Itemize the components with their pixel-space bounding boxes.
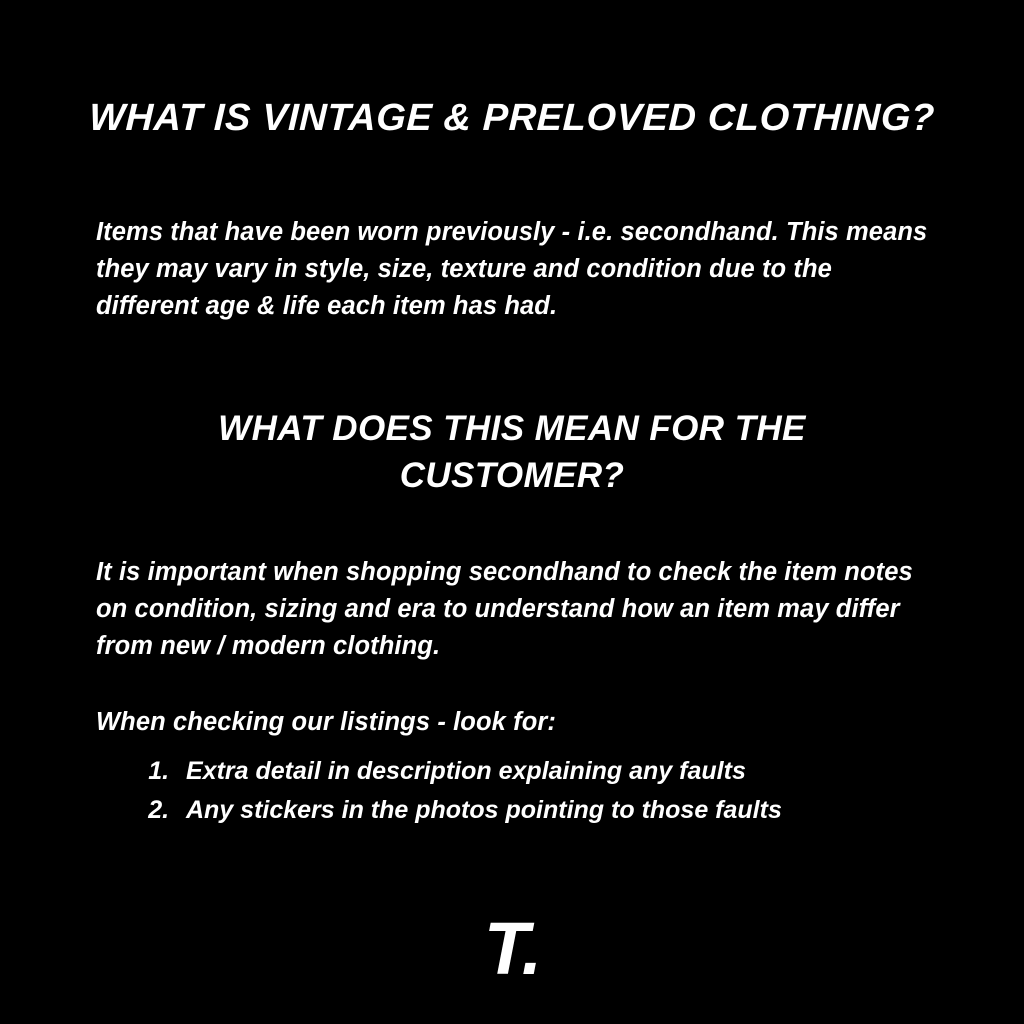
checklist — [118, 752, 996, 830]
list-item: 2. Any stickers in the photos pointing to those faults — [176, 791, 996, 830]
paragraph-customer-guidance: It is important when shopping secondhand to check the item notes on condition, sizing and era to understand how an item may differ from new / modern clothing. — [96, 557, 913, 660]
list-item: 1. Extra detail in description explaining any faults — [176, 752, 996, 791]
paragraph-definition: Items that have been worn previously - i.e. secondhand. This means they may vary in style, size, texture and condition due to the different age & life each item has had. — [96, 217, 928, 320]
brand-logo — [0, 907, 1024, 990]
paragraph-listings-prompt: When checking our listings - look for: — [96, 707, 556, 736]
section-heading-customer: WHAT DOES THIS MEAN FOR THE CUSTOMER? — [218, 409, 806, 496]
page-title: WHAT IS VINTAGE & PRELOVED CLOTHING? — [88, 97, 936, 140]
logo-wordmark: T. — [483, 907, 541, 990]
